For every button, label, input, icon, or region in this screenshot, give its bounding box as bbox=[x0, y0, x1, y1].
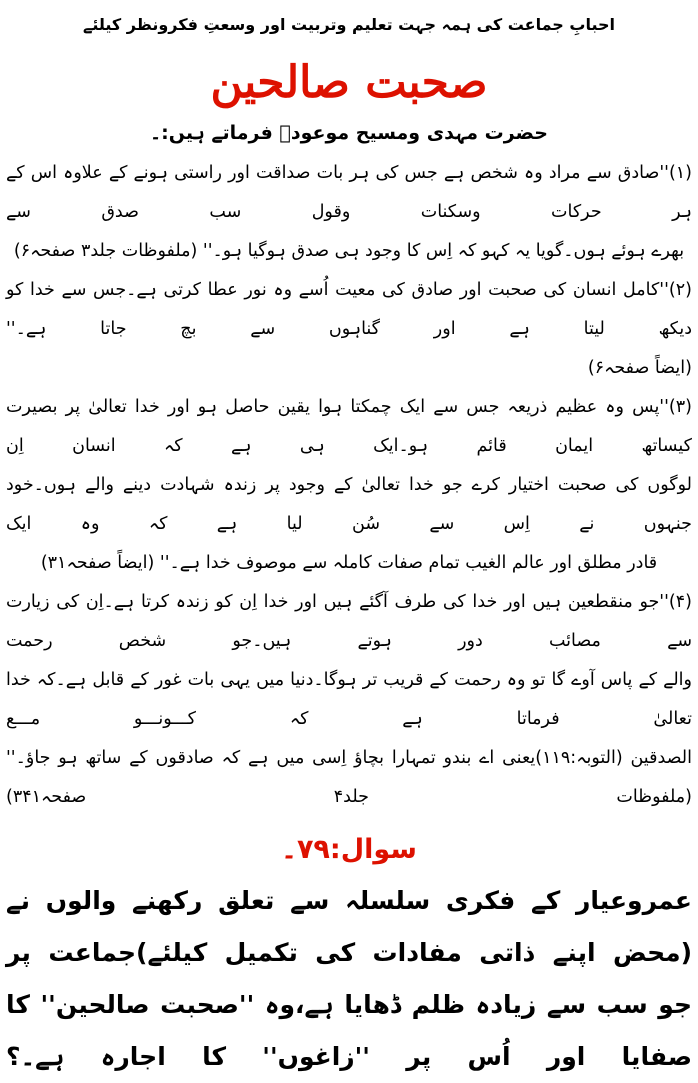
quote-paragraph-2 bbox=[6, 271, 692, 388]
question-line: جو سب سے زیادہ ظلم ڈھایا ہے،وہ ''صحبت صالحین'' کا صفایا اور اُس پر ''زاغوں'' کا اجارہ ہے۔؟ bbox=[6, 990, 692, 1071]
quote-paragraph-4 bbox=[6, 583, 692, 817]
quote-line: لوگوں کی صحبت اختیار کرے جو خدا تعالیٰ کے وجود پر زندہ شہادت دینے والے ہوں۔خود جنہوں نے اِس سے سُن لیا ہے کہ وہ ایک bbox=[6, 475, 692, 534]
question-line: عمروعیار کے فکری سلسلہ سے تعلق رکھنے والوں نے (محض اپنے ذاتی مفادات کی تکمیل کیلئے)جماعت پر bbox=[6, 886, 692, 967]
quote-line: والے کے پاس آوے گا تو وہ رحمت کے قریب تر ہوگا۔دنیا میں یہی بات غور کے قابل ہے۔کہ خدا تعالیٰ فرماتا ہے کہ کـــونـــو مـــع bbox=[6, 670, 692, 729]
quote-line-with-citation: قادر مطلق اور عالم الغیب تمام صفات کاملہ سے موصوف خدا ہے۔'' (ایضاً صفحہ۳۱) bbox=[40, 553, 658, 573]
question-text bbox=[6, 875, 692, 1083]
quote-line: (۱)''صادق سے مراد وہ شخص ہے جس کی ہر بات صداقت اور راستی ہونے کے علاوہ اس کے ہر حرکات وسکنات وقول سب صدق سے bbox=[6, 163, 692, 222]
question-number: سوال:۷۹۔ bbox=[281, 834, 417, 865]
quote-line-with-citation: الصدقین (التوبہ:۱۱۹)یعنی اے بندو تمہارا بچاؤ اِسی میں ہے کہ صادقوں کے ساتھ ہو جاؤ۔'' (ملفوظات جلد۴ صفحہ۳۴۱) bbox=[6, 748, 693, 807]
quote-line: (۲)''کامل انسان کی صحبت اور صادق کی معیت اُسے وہ نور عطا کرتی ہے۔جس سے خدا کو دیکھ لیتا ہے اور گناہوں سے بچ جاتا ہے۔'' bbox=[6, 280, 692, 339]
citation-line: (ایضاً صفحہ۶) bbox=[587, 358, 692, 378]
quote-paragraph-1 bbox=[6, 154, 692, 271]
header-line: احبابِ جماعت کی ہمہ جہت تعلیم وتربیت اور وسعتِ فکرونظر کیلئے bbox=[82, 15, 616, 34]
quote-line-with-citation: بھرے ہوئے ہوں۔گویا یہ کہو کہ اِس کا وجود ہی صدق ہوگیا ہو۔'' (ملفوظات جلد۳ صفحہ۶) bbox=[13, 241, 685, 261]
quote-line: (۴)''جو منقطعین ہیں اور خدا کی طرف آگئے ہیں اور خدا اِن کو زندہ کرتا ہے۔اِن کی زیارت سے مصائب دور ہوتے ہیں۔جو شخص رحمت bbox=[6, 592, 692, 651]
quote-line: (۳)''پس وہ عظیم ذریعہ جس سے ایک چمکتا ہوا یقین حاصل ہو اور خدا تعالیٰ پر بصیرت کیساتھ ایمان قائم ہو۔ایک ہی ہے کہ انسان اِن bbox=[6, 397, 692, 456]
subtitle-attribution: حضرت مہدی ومسیح موعودؑ فرماتے ہیں:۔ bbox=[150, 122, 548, 144]
quotes-section bbox=[6, 154, 692, 817]
quote-paragraph-3 bbox=[6, 388, 692, 583]
main-title: صحبت صالحین bbox=[210, 57, 488, 108]
